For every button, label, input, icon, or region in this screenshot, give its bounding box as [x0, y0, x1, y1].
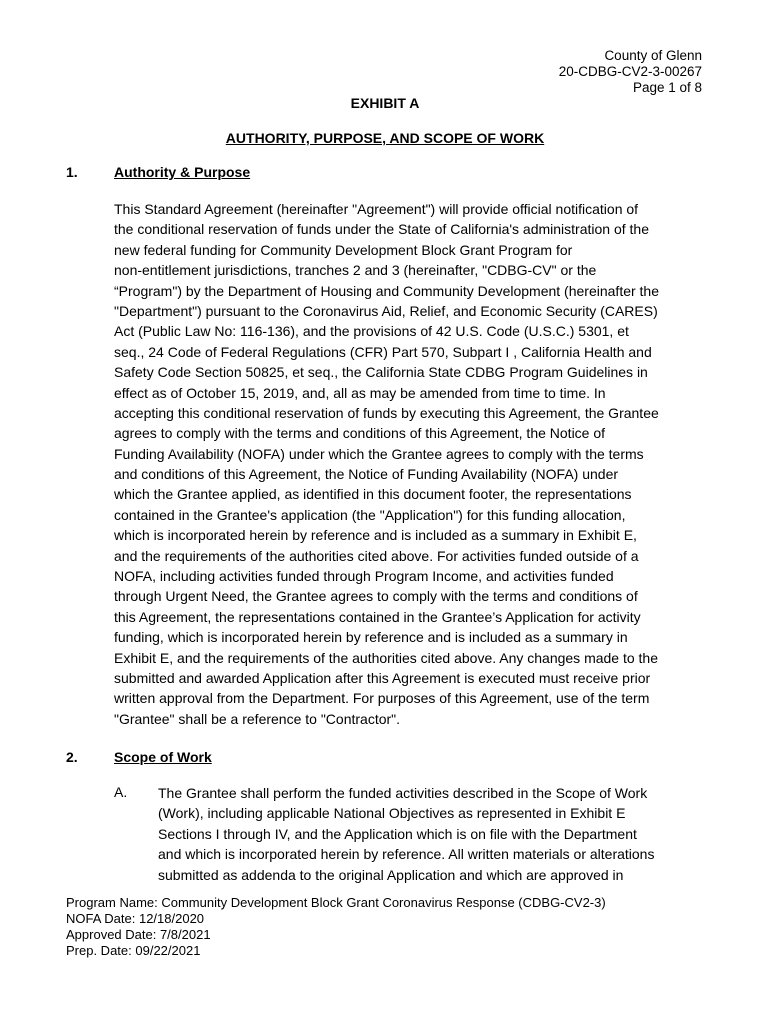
paragraph-line: Funding Availability (NOFA) under which the Grantee agrees to comply with the terms	[114, 445, 644, 462]
paragraph-line: submitted as addenda to the original Application and which are approved in	[158, 866, 624, 883]
paragraph-line: "Grantee" shall be a reference to "Contractor".	[114, 710, 401, 727]
paragraph-line: new federal funding for Community Development Block Grant Program for	[114, 241, 573, 258]
paragraph-line: contained in the Grantee's application (the "Application") for this funding allocation,	[114, 506, 626, 523]
paragraph-line: funding, which is incorporated herein by reference and is included as a summary in	[114, 629, 628, 646]
header-agreement-id: 20-CDBG-CV2-3-00267	[558, 64, 702, 79]
footer-nofa-date: NOFA Date: 12/18/2020	[66, 911, 205, 926]
paragraph-line: Exhibit E, and the requirements of the authorities cited above. Any changes made to the	[114, 649, 659, 666]
paragraph-line: agrees to comply with the terms and conditions of this Agreement, the Notice of	[114, 425, 606, 442]
paragraph-line: and which is incorporated herein by reference. All written materials or alterations	[158, 846, 655, 863]
paragraph-line: (Work), including applicable National Objectives as represented in Exhibit E	[158, 805, 626, 822]
subsection-a-paragraph	[158, 783, 698, 885]
footer-program-name: Program Name: Community Development Block Grant Coronavirus Response (CDBG-CV2-3)	[66, 895, 606, 910]
section-1-paragraph	[114, 199, 694, 729]
footer-approved-date: Approved Date: 7/8/2021	[66, 927, 211, 942]
paragraph-line: accepting this conditional reservation of funds by executing this Agreement, the Grantee	[114, 404, 659, 421]
paragraph-line: Safety Code Section 50825, et seq., the California State CDBG Program Guidelines in	[114, 364, 648, 381]
document-title: AUTHORITY, PURPOSE, AND SCOPE OF WORK	[225, 130, 545, 146]
section-1-heading: Authority & Purpose	[114, 164, 251, 180]
paragraph-line: The Grantee shall perform the funded activities described in the Scope of Work	[158, 785, 648, 801]
paragraph-line: NOFA, including activities funded through Program Income, and activities funded	[114, 568, 614, 585]
section-2-heading: Scope of Work	[114, 749, 212, 765]
paragraph-line: seq., 24 Code of Federal Regulations (CFR) Part 570, Subpart I , California Health and	[114, 343, 652, 360]
exhibit-title: EXHIBIT A	[350, 95, 420, 111]
paragraph-line: Sections I through IV, and the Application which is on file with the Department	[158, 825, 637, 842]
paragraph-line: this Agreement, the representations contained in the Grantee’s Application for activity	[114, 608, 641, 625]
paragraph-line: and the requirements of the authorities cited above. For activities funded outside of a	[114, 547, 639, 564]
paragraph-line: which is incorporated herein by reference and is included as a summary in Exhibit E,	[114, 527, 637, 544]
paragraph-line: and conditions of this Agreement, the Notice of Funding Availability (NOFA) under	[114, 466, 619, 483]
section-2-number: 2.	[66, 749, 78, 765]
header-county: County of Glenn	[604, 48, 702, 63]
paragraph-line: “Program") by the Department of Housing and Community Development (hereinafter the	[114, 282, 660, 299]
header-page-number: Page 1 of 8	[632, 80, 702, 95]
subsection-a-label: A.	[114, 784, 128, 800]
paragraph-line: through Urgent Need, the Grantee agrees to comply with the terms and conditions of	[114, 588, 638, 605]
paragraph-line: the conditional reservation of funds under the State of California's administration of the	[114, 221, 649, 238]
paragraph-line: submitted and awarded Application after this Agreement is executed must receive prior	[114, 669, 651, 686]
paragraph-line: Act (Public Law No: 116-136), and the provisions of 42 U.S. Code (U.S.C.) 5301, et	[114, 323, 629, 340]
paragraph-line: non-entitlement jurisdictions, tranches 2 and 3 (hereinafter, "CDBG-CV" or the	[114, 262, 597, 279]
section-1-number: 1.	[66, 164, 78, 180]
paragraph-line: written approval from the Department. For purposes of this Agreement, use of the term	[114, 690, 650, 707]
paragraph-line: effect as of October 15, 2019, and, all as may be amended from time to time. In	[114, 384, 606, 401]
footer-prep-date: Prep. Date: 09/22/2021	[66, 943, 201, 958]
paragraph-line: "Department") pursuant to the Coronavirus Aid, Relief, and Economic Security (CARES)	[114, 302, 658, 319]
paragraph-line: This Standard Agreement (hereinafter "Agreement") will provide official notification of	[114, 201, 639, 217]
paragraph-line: which the Grantee applied, as identified in this document footer, the representations	[114, 486, 632, 503]
